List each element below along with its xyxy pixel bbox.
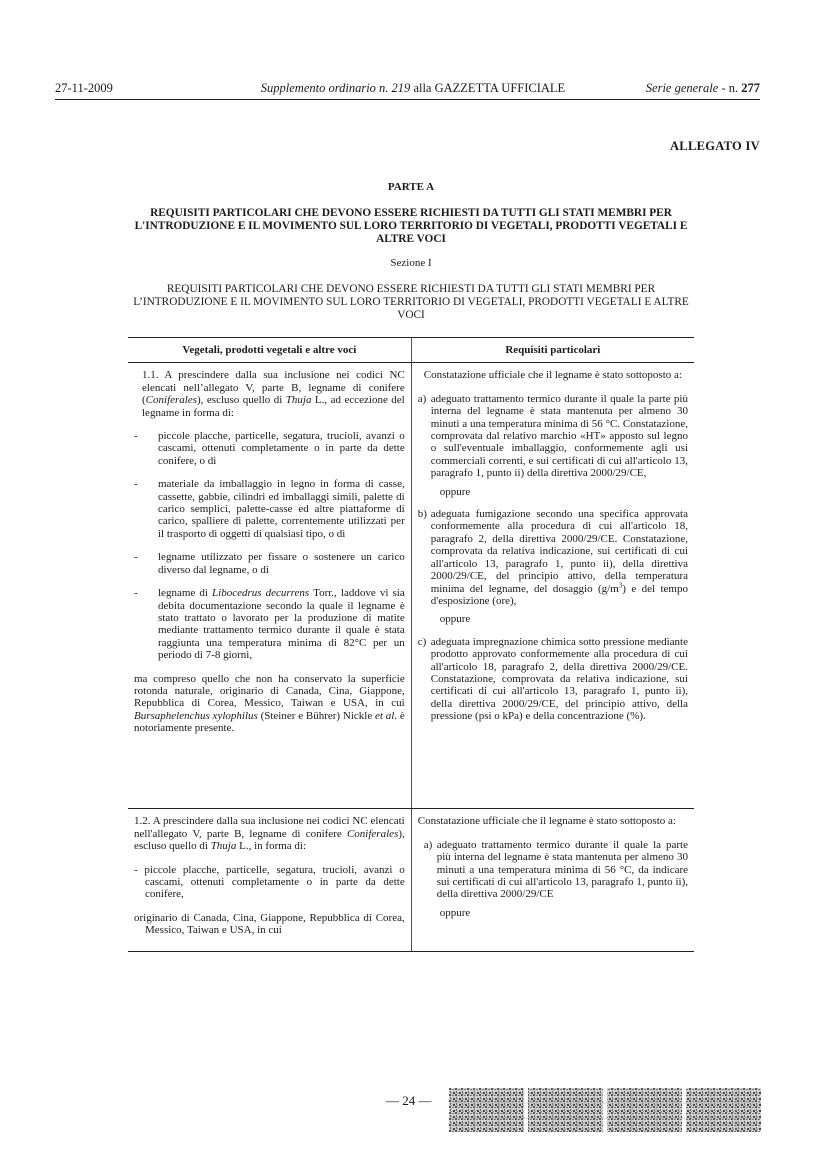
requirement-intro: Constatazione ufficiale che il legname è stato sottoposto a:: [423, 369, 682, 382]
barcode-image: [449, 1088, 761, 1132]
goods-cell: [128, 809, 411, 952]
requirement-intro: Constatazione ufficiale che il legname è stato sottoposto a:: [417, 815, 676, 828]
list-item: - piccole placche, particelle, segatura, trucioli, avanzi o cascami, ottenuti completamente o in parte da dette conifere,: [134, 863, 405, 901]
requirements-cell: [411, 363, 694, 809]
datamatrix-pattern: [449, 1088, 761, 1132]
section-title: REQUISITI PARTICOLARI CHE DEVONO ESSERE RICHIESTI DA TUTTI GLI STATI MEMBRI PER L’INTRODUZIONE E IL MOVIMENTO SUL LORO TERRITORIO DI VEGETALI, PRODOTTI VEGETALI E ALTRE VOCI: [133, 283, 689, 321]
sezione-label: Sezione I: [390, 257, 432, 269]
requirements-table: [128, 337, 694, 952]
header-gazette: alla GAZZETTA UFFICIALE: [410, 81, 566, 95]
item-intro: 1.2. A prescindere dalla sua inclusione nei codici NC elencati nell'allegato V, parte B, legname di conifere Coniferales), escluso quello di Thuja L., in forma di:: [134, 815, 405, 853]
requirement-option: a) adeguato trattamento termico durante il quale la parte più interna del legname è stata mantenuta per almeno 30 minuti a una temperatura minima di 56 °C, da indicare sui certificati di cui all'articolo 13, paragrafo 1, punto ii), della direttiva 2000/29/CE: [423, 838, 688, 901]
oppure-label: oppure: [439, 485, 471, 498]
item-intro: 1.1. A prescindere dalla sua inclusione nei codici NC elencati nell’allegato V, parte B, legname di conifere (Coniferales), escluso quello di Thuja L., ad eccezione del legname in forma di:: [142, 369, 405, 419]
goods-cell: [128, 363, 411, 809]
oppure-label: oppure: [439, 613, 471, 626]
requirement-option: a) adeguato trattamento termico durante il quale la parte più interna del legname è stata mantenuta per almeno 30 minuti a una temperatura minima di 56 °C. Constatazione, comprovata dal relativo marchio «HT» apposto sul legno o sull'eventuale imballaggio, conformemente agli usi commerciali correnti, e sui certificati di cui all'articolo 13, paragrafo 1, punto ii) della direttiva 2000/29/CE,: [417, 392, 688, 480]
oppure-label: oppure: [439, 906, 471, 919]
allegato-label: ALLEGATO IV: [669, 139, 760, 153]
header-series-sep: - n.: [718, 81, 742, 95]
item-closing: ma compreso quello che non ha conservato la superficie rotonda naturale, originario di Canada, Cina, Giappone, Repubblica di Corea, Messico, Taiwan e USA, in cui Bursaphelenchus xylophilus (Steiner e Bührer) Nickle et al. è notoriamente presente.: [134, 672, 405, 735]
list-item: - legname di Libocedrus decurrens Torr., laddove vi sia debita documentazione secondo la quale il legname è stato trattato o lavorato per la produzione di matite mediante trattamento termico durante il quale è stata raggiunta una temperatura minima di 82°C per un periodo di 7-8 giorni,: [134, 587, 405, 662]
column-header-goods: Vegetali, prodotti vegetali e altre voci: [128, 338, 411, 363]
table-row: [128, 809, 694, 952]
item-closing: originario di Canada, Cina, Giappone, Repubblica di Corea, Messico, Taiwan e USA, in cui: [134, 911, 405, 937]
column-header-requirements: Requisiti particolari: [411, 338, 694, 363]
header-series-label: Serie generale: [645, 81, 719, 95]
list-item: - materiale da imballaggio in legno in forma di casse, cassette, gabbie, cilindri ed imballaggi simili, palette di carico semplici, palette-casse ed altre piattaforme di carico, spalliere di palette, correntemente utilizzati per il trasporto di oggetti di qualsiasi tipo, o di: [134, 478, 405, 540]
requirement-option: b) adeguata fumigazione secondo una specifica approvata conformemente alla procedura di cui all'articolo 18, paragrafo 2, della direttiva 2000/29/CE. Constatazione, comprovata da relativa indicazione, sui certificati di cui all'articolo 13, paragrafo 1, punto ii), della direttiva 2000/29/CE, del principio attivo, della temperatura minima del legname, del dosaggio $(g/m^3)$ e del tempo d'esposizione (ore),: [417, 508, 688, 607]
requirement-option: c) adeguata impregnazione chimica sotto pressione mediante prodotto approvato conformemente alla procedura di cui all'articolo 18, paragrafo 2, della direttiva 2000/29/CE. Constatazione, comprovata da relativa indicazione, sui certificati di cui all'articolo 13, paragrafo 1, punto ii), della direttiva 2000/29/CE, del principio attivo, della pressione (psi o kPa) e della concentrazione (%).: [417, 635, 688, 723]
section-title-bold: REQUISITI PARTICOLARI CHE DEVONO ESSERE RICHIESTI DA TUTTI GLI STATI MEMBRI PER L'INTRODUZIONE E IL MOVIMENTO SUL LORO TERRITORIO DI VEGETALI, PRODOTTI VEGETALI E ALTRE VOCI: [134, 207, 688, 245]
header-date: 27-11-2009: [55, 81, 113, 95]
parte-label: PARTE A: [387, 181, 435, 193]
header-series: [646, 81, 760, 96]
page-number: — 24 —: [386, 1093, 432, 1108]
header-supplement: Supplemento ordinario n. 219: [260, 81, 411, 95]
requirements-cell: [411, 809, 694, 952]
table-row: [128, 363, 694, 809]
list-item: - legname utilizzato per fissare o sostenere un carico diverso dal legname, o di: [134, 551, 405, 576]
header-rule: [55, 99, 760, 100]
list-item: - piccole placche, particelle, segatura, trucioli, avanzi o cascami, ottenuti completamente o in parte da dette conifere, o di: [134, 430, 405, 467]
header-issue-number: 277: [741, 81, 760, 95]
